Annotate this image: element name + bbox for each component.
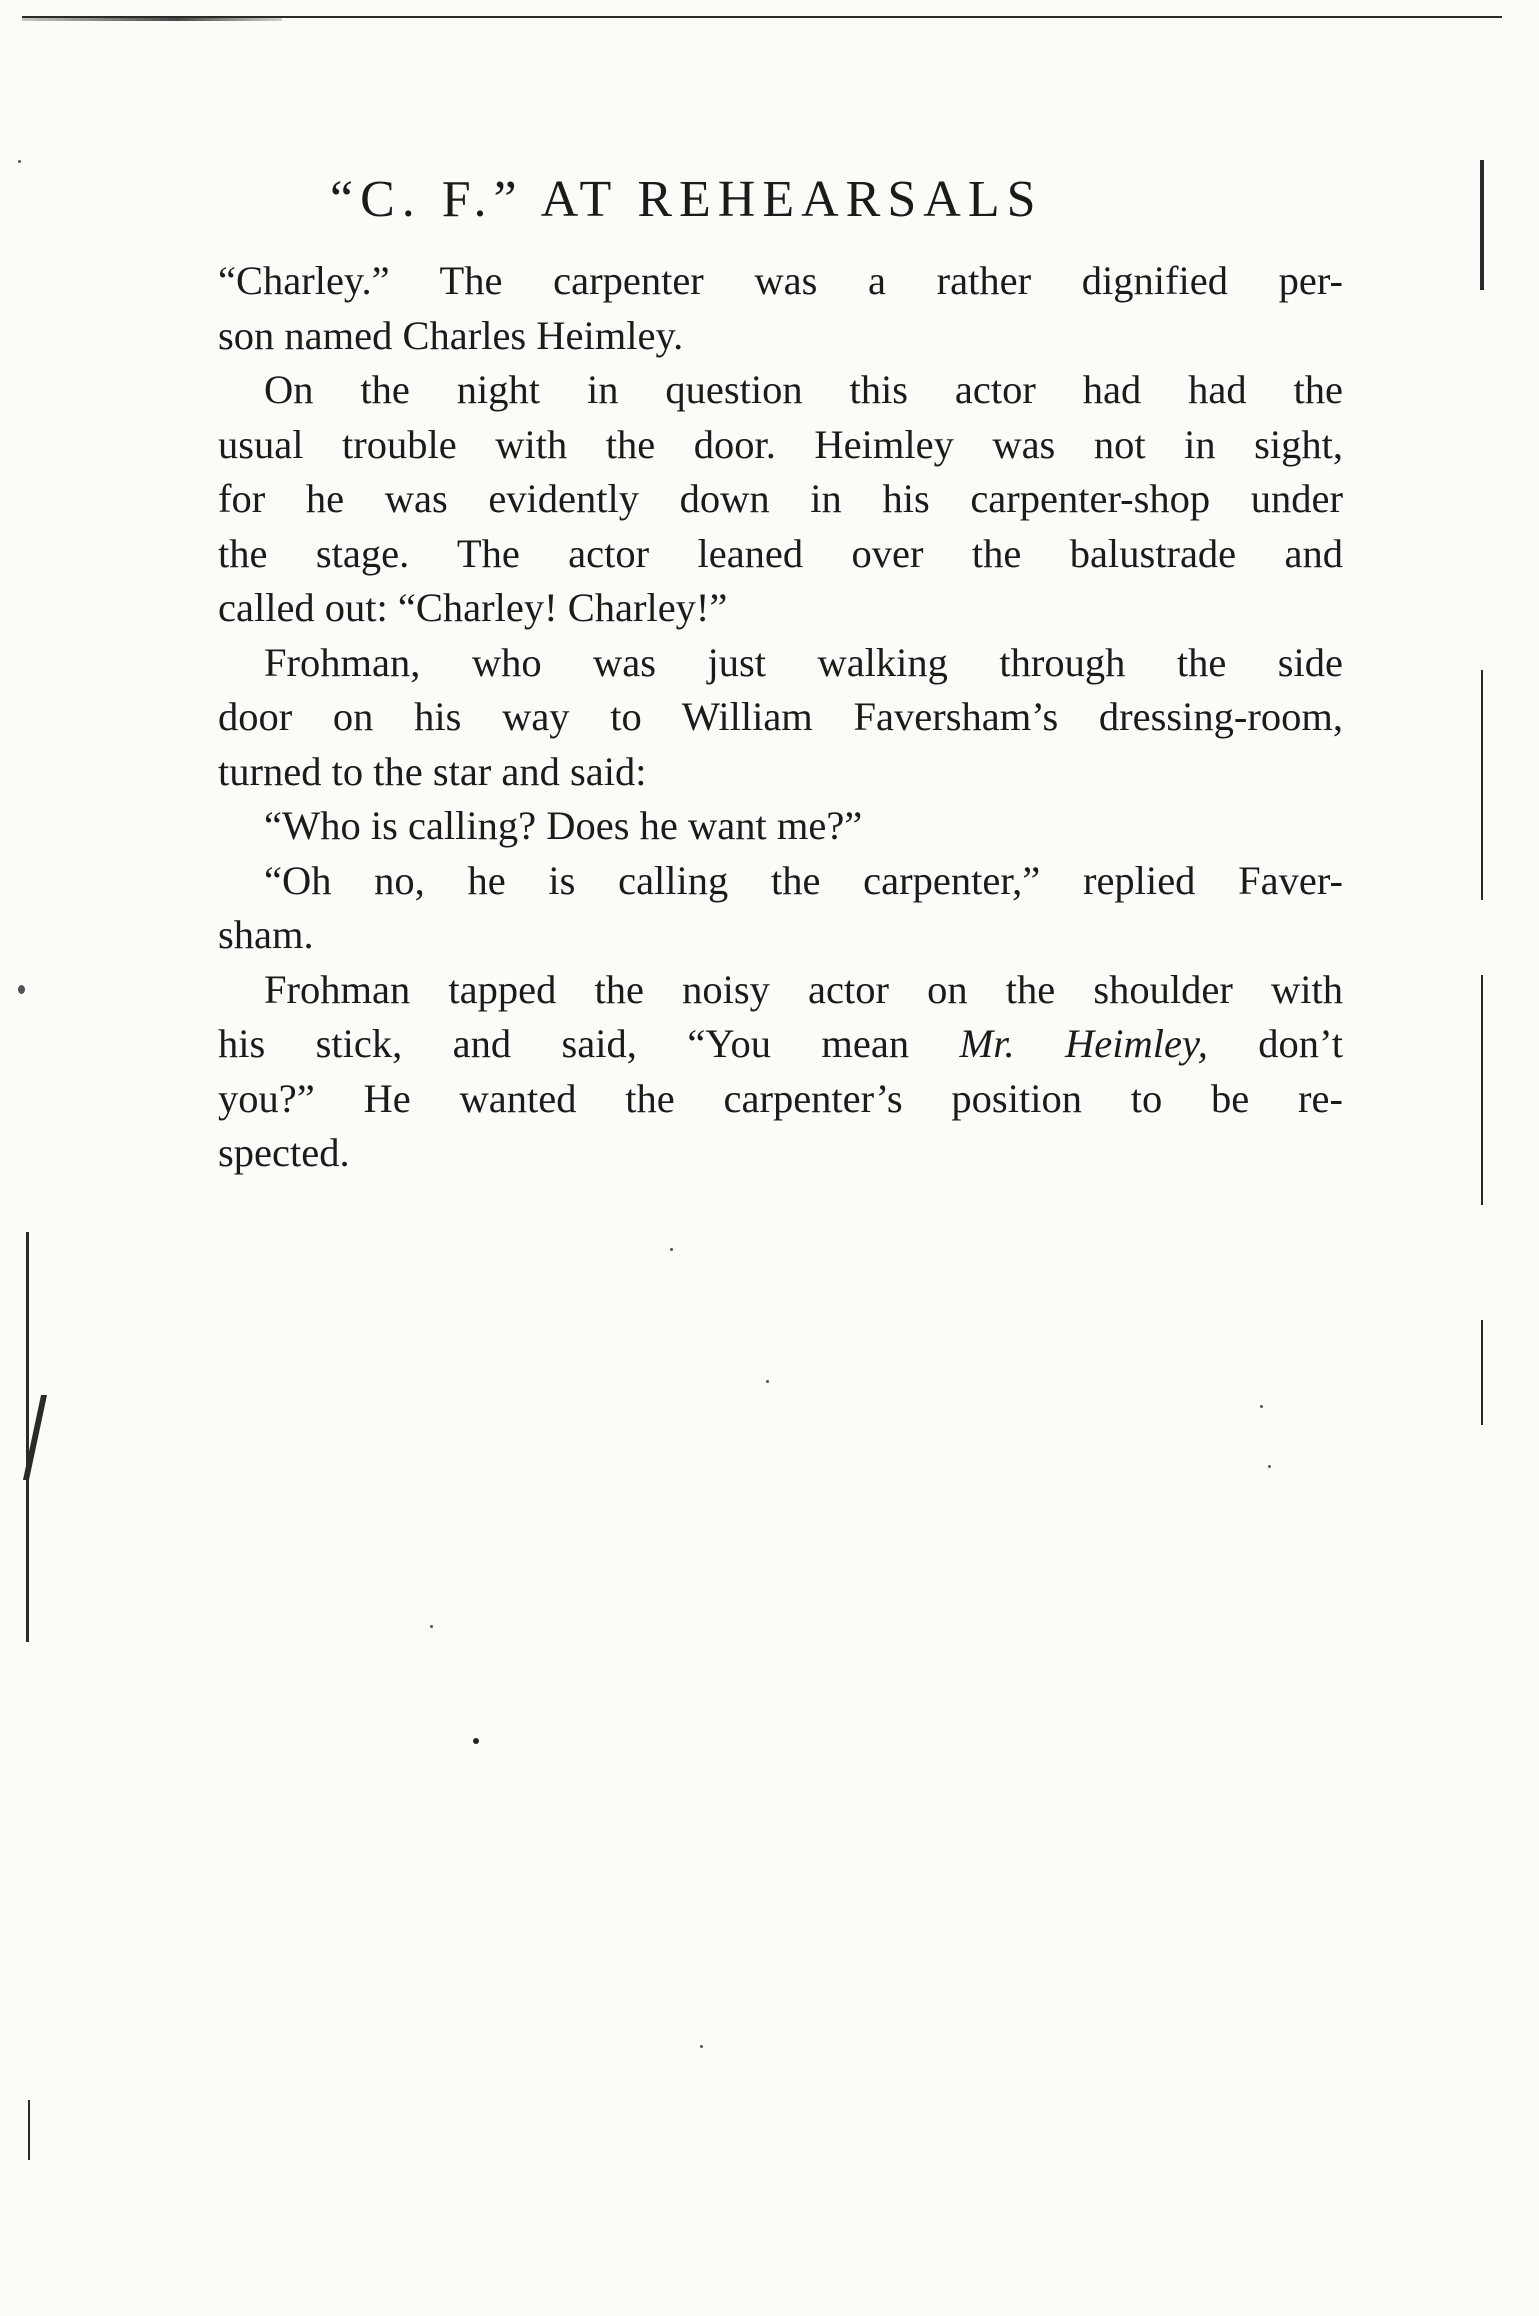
scan-mark-right-1 xyxy=(1480,160,1484,290)
text-line: Frohman, who was just walking through the side xyxy=(264,639,1343,685)
speck xyxy=(18,160,21,163)
text-line: the stage. The actor leaned over the balustrade and xyxy=(218,530,1343,576)
text-line: usual trouble with the door. Heimley was not in sight, xyxy=(218,421,1343,467)
speck xyxy=(473,1738,479,1744)
text-line: On the night in question this actor had had the xyxy=(264,367,1343,412)
text-line: spected. xyxy=(218,1130,350,1175)
text-line: Frohman tapped the noisy actor on the shoulder with xyxy=(264,966,1343,1012)
text-segment: his stick, and said, “You mean xyxy=(218,1021,960,1066)
top-rule-shadow xyxy=(22,17,282,21)
text-segment: don’t xyxy=(1207,1021,1343,1066)
speck xyxy=(430,1625,433,1628)
speck xyxy=(670,1248,673,1251)
running-head: “C. F.” AT REHEARSALS xyxy=(330,171,1043,228)
text-line: sham. xyxy=(218,912,314,957)
scan-mark-right-2 xyxy=(1481,670,1483,900)
text-line: door on his way to William Faversham’s dressing-room, xyxy=(218,694,1343,739)
text-line: for he was evidently down in his carpenter-shop under xyxy=(218,476,1343,521)
text-line: “Who is calling? Does he want me?” xyxy=(264,803,863,848)
scan-mark-right-3 xyxy=(1481,975,1483,1205)
speck xyxy=(766,1380,769,1383)
text-line xyxy=(218,1017,1343,1072)
body-text xyxy=(218,254,1343,1181)
text-line: turned to the star and said: xyxy=(218,748,647,794)
speck xyxy=(18,985,25,994)
speck xyxy=(1268,1465,1271,1468)
text-line: you?” He wanted the carpenter’s position to be re- xyxy=(218,1075,1343,1121)
speck xyxy=(700,2045,703,2048)
italic-name: Mr. Heimley, xyxy=(959,1021,1208,1066)
text-line: son named Charles Heimley. xyxy=(218,312,684,358)
scan-mark-left-3 xyxy=(28,2100,30,2160)
scan-mark-left-1 xyxy=(26,1232,29,1642)
speck xyxy=(1260,1405,1263,1408)
text-line: “Oh no, he is calling the carpenter,” replied Faver- xyxy=(264,857,1343,903)
text-line: “Charley.” The carpenter was a rather dignified per- xyxy=(218,258,1343,303)
scan-mark-right-4 xyxy=(1481,1320,1483,1425)
text-line: called out: “Charley! Charley!” xyxy=(218,585,728,630)
